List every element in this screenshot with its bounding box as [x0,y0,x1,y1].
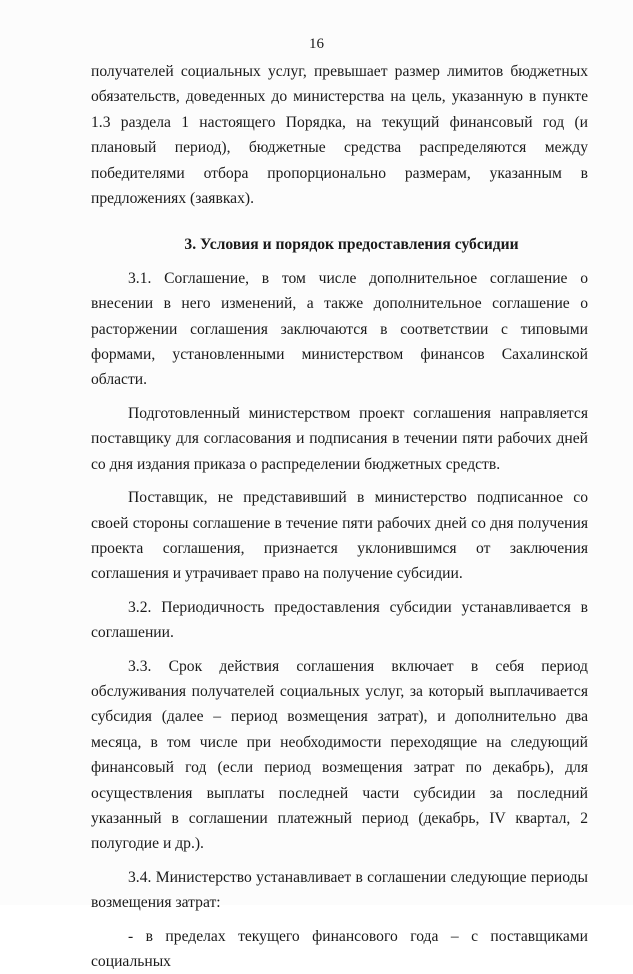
spacer [91,211,588,232]
spacer [91,477,588,485]
paragraph: 3.4. Министерство устанавливает в соглашении следующие периоды возмещения затрат: [91,868,588,912]
paragraph: - в пределах текущего финансового года – с поставщиками социальных [91,927,588,970]
spacer [91,857,588,865]
spacer [91,646,588,654]
document-body [91,59,588,974]
paragraph: Подготовленный министерством проект соглашения направляется поставщику для согласования и подписания в течении пяти рабочих дней со дня издания приказа о распределении бюджетных средств. [91,404,588,473]
paragraph: 3.1. Соглашение, в том числе дополнительное соглашение о внесении в него изменений, а также дополнительное соглашение о расторжении соглашения заключаются в соответствии с типовыми формами, установленными министерством финансов Сахалинской области. [91,269,588,389]
paragraph: 3.2. Периодичность предоставления субсидии устанавливается в соглашении. [91,598,588,642]
spacer [91,258,588,266]
paragraph: 3.3. Срок действия соглашения включает в себя период обслуживания получателей социальных услуг, за который выплачивается субсидия (далее – период возмещения затрат), и дополнительно два месяца, в том числе при необходимости переходящие на следующий финансовый год (если период возмещения затрат по декабрь), для осуществления выплаты последней части субсидии за последний указанный в соглашении платежный период (декабрь, IV квартал, 2 полугодие и др.). [91,657,588,853]
spacer [91,393,588,401]
page-number: 16 [309,36,324,52]
spacer [91,587,588,595]
spacer [91,916,588,924]
section-heading: 3. Условия и порядок предоставления субсидии [184,236,519,254]
paragraph: Поставщик, не представивший в министерство подписанное со своей стороны соглашение в течение пяти рабочих дней со дня получения проекта соглашения, признается уклонившимся от заключения соглашения и утрачивает право на получение субсидии. [91,489,588,583]
paragraph-continuation: получателей социальных услуг, превышает размер лимитов бюджетных обязательств, доведенных до министерства на цель, указанную в пункте 1.3 раздела 1 настоящего Порядка, на текущий финансовый год (и плановый период), бюджетные средства распределяются между победителями отбора пропорционально размерам, указанным в предложениях (заявках). [91,63,588,208]
